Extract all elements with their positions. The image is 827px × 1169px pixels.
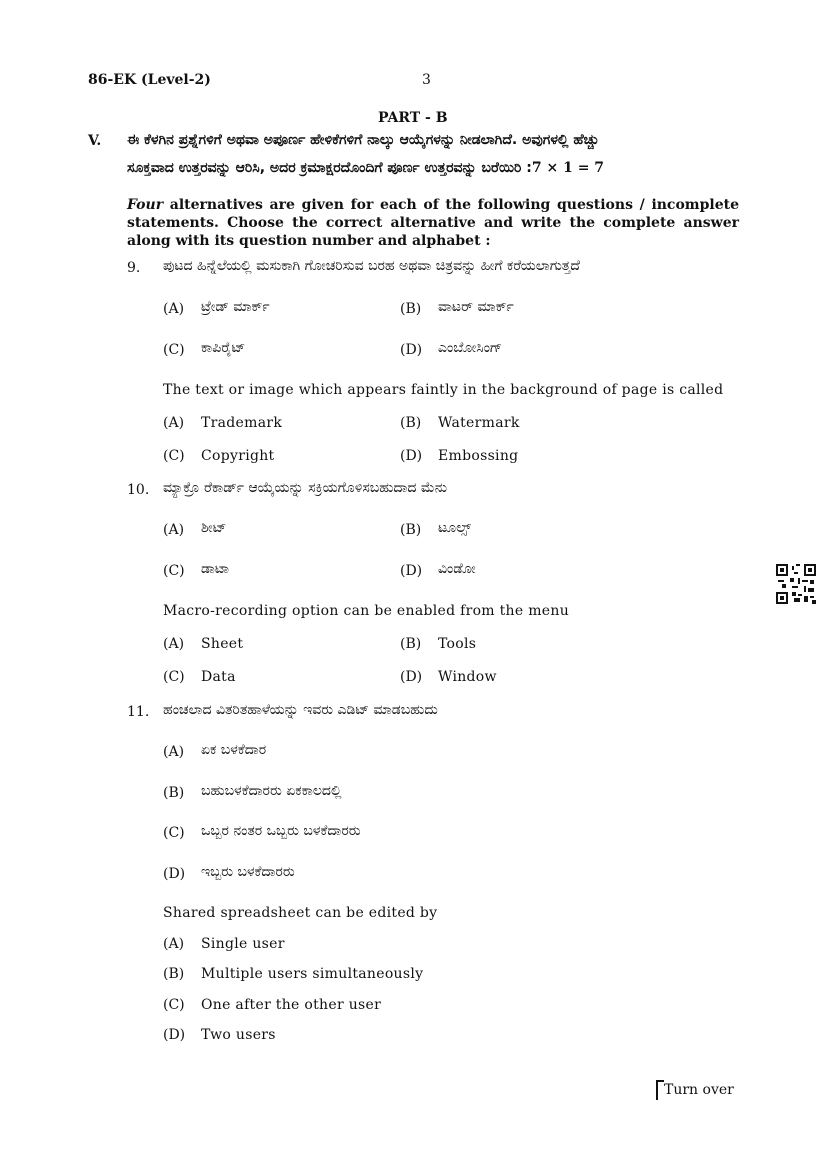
option-kannada: ಬಹುಬಳಕೆದಾರರು ಏಕಕಾಲದಲ್ಲಿ — [201, 783, 342, 799]
option-letter: (D) — [163, 866, 186, 882]
option-english: Embossing — [438, 448, 519, 464]
page-number: 3 — [422, 72, 432, 88]
option-kannada: ಡಾಟಾ — [201, 561, 229, 577]
option-kannada: ಒಬ್ಬರ ನಂತರ ಒಬ್ಬರು ಬಳಕೆದಾರರು — [201, 823, 361, 839]
option-letter: (A) — [163, 636, 185, 652]
option-letter: (B) — [400, 522, 422, 538]
question-kannada: ಮ್ಯಾಕ್ರೊ ರೆಕಾರ್ಡ್ ಆಯ್ಕೆಯನ್ನು ಸಕ್ರಿಯಗೊಳಿಸಬಹುದಾದ ಮೆನು — [163, 480, 448, 496]
option-letter: (D) — [400, 669, 423, 685]
option-kannada: ವಾಟರ್ ಮಾರ್ಕ್ — [438, 299, 514, 315]
question-english: Shared spreadsheet can be edited by — [163, 905, 438, 921]
option-letter: (B) — [400, 301, 422, 317]
question-kannada: ಪುಟದ ಹಿನ್ನೆಲೆಯಲ್ಲಿ ಮಸುಕಾಗಿ ಗೋಚರಿಸುವ ಬರಹ ಅಥವಾ ಚಿತ್ರವನ್ನು ಹೀಗೆ ಕರೆಯಲಾಗುತ್ತದೆ — [163, 258, 580, 274]
option-letter: (B) — [400, 636, 422, 652]
option-letter: (C) — [163, 342, 185, 358]
option-kannada: ಇಬ್ಬರು ಬಳಕೆದಾರರು — [201, 864, 295, 880]
option-letter: (A) — [163, 936, 185, 952]
option-letter: (D) — [400, 342, 423, 358]
option-english: Copyright — [201, 448, 275, 464]
option-kannada: ಎಂಬೋಸಿಂಗ್ — [438, 340, 503, 356]
turn-over-label: Turn over — [664, 1082, 734, 1098]
instruction-kannada-line1: ಈ ಕೆಳಗಿನ ಪ್ರಶ್ನೆಗಳಿಗೆ ಅಥವಾ ಅಪೂರ್ಣ ಹೇಳಿಕೆಗಳಿಗೆ ನಾಲ್ಕು ಆಯ್ಕೆಗಳನ್ನು ನೀಡಲಾಗಿದೆ. ಅವುಗಳಲ್ಲಿ ಹೆಚ್ಚು — [127, 132, 600, 148]
option-letter: (C) — [163, 448, 185, 464]
option-english: Window — [438, 669, 497, 685]
option-english: Single user — [201, 936, 285, 952]
option-english: Watermark — [438, 415, 520, 431]
option-kannada: ಕಾಪಿರೈಟ್ — [201, 340, 246, 356]
option-letter: (B) — [163, 966, 185, 982]
option-english: Multiple users simultaneously — [201, 966, 424, 982]
option-letter: (A) — [163, 522, 185, 538]
turn-over-bracket — [656, 1080, 664, 1100]
option-letter: (A) — [163, 744, 185, 760]
option-kannada: ಟೂಲ್ಸ್ — [438, 520, 472, 536]
option-english: Sheet — [201, 636, 244, 652]
option-english: Two users — [201, 1027, 276, 1043]
question-english: The text or image which appears faintly in the background of page is called — [163, 382, 724, 398]
section-title: PART - B — [378, 110, 448, 126]
option-letter: (A) — [163, 415, 185, 431]
option-letter: (D) — [400, 448, 423, 464]
option-kannada: ಟ್ರೇಡ್ ಮಾರ್ಕ್ — [201, 299, 270, 315]
option-english: One after the other user — [201, 997, 382, 1013]
option-english: Trademark — [201, 415, 283, 431]
option-letter: (C) — [163, 997, 185, 1013]
option-kannada: ಏಕ ಬಳಕೆದಾರ — [201, 742, 267, 758]
option-kannada: ವಿಂಡೋ — [438, 561, 476, 577]
instruction-kannada-line2: ಸೂಕ್ತವಾದ ಉತ್ತರವನ್ನು ಆರಿಸಿ, ಅದರ ಕ್ರಮಾಕ್ಷರದೊಂದಿಗೆ ಪೂರ್ಣ ಉತ್ತರವನ್ನು ಬರೆಯಿರಿ :7 × 1 = 7 — [127, 160, 605, 176]
option-letter: (B) — [400, 415, 422, 431]
option-letter: (C) — [163, 669, 185, 685]
section-numeral: V. — [88, 133, 102, 149]
instruction-italic-word: Four — [127, 197, 164, 213]
option-letter: (B) — [163, 785, 185, 801]
option-letter: (C) — [163, 563, 185, 579]
qr-code-icon — [776, 564, 816, 604]
option-letter: (D) — [400, 563, 423, 579]
marks: 7 × 1 = 7 — [531, 160, 605, 176]
option-letter: (A) — [163, 301, 185, 317]
instruction-english: Four alternatives are given for each of the following questions / incomplete statements. Choose the correct alternative and write the complete answer along with its question number and alphabet : — [127, 197, 739, 249]
option-english: Data — [201, 669, 236, 685]
question-number: 9. — [127, 260, 141, 276]
question-number: 10. — [127, 482, 150, 498]
question-number: 11. — [127, 704, 150, 720]
question-english: Macro-recording option can be enabled from the menu — [163, 603, 570, 619]
option-letter: (C) — [163, 825, 185, 841]
question-kannada: ಹಂಚಲಾದ ವಿತರಿತಹಾಳೆಯನ್ನು ಇವರು ಎಡಿಟ್ ಮಾಡಬಹುದು — [163, 702, 438, 718]
option-english: Tools — [438, 636, 477, 652]
option-letter: (D) — [163, 1027, 186, 1043]
paper-code: 86-EK (Level-2) — [88, 72, 211, 88]
option-kannada: ಶೀಟ್ — [201, 520, 227, 536]
